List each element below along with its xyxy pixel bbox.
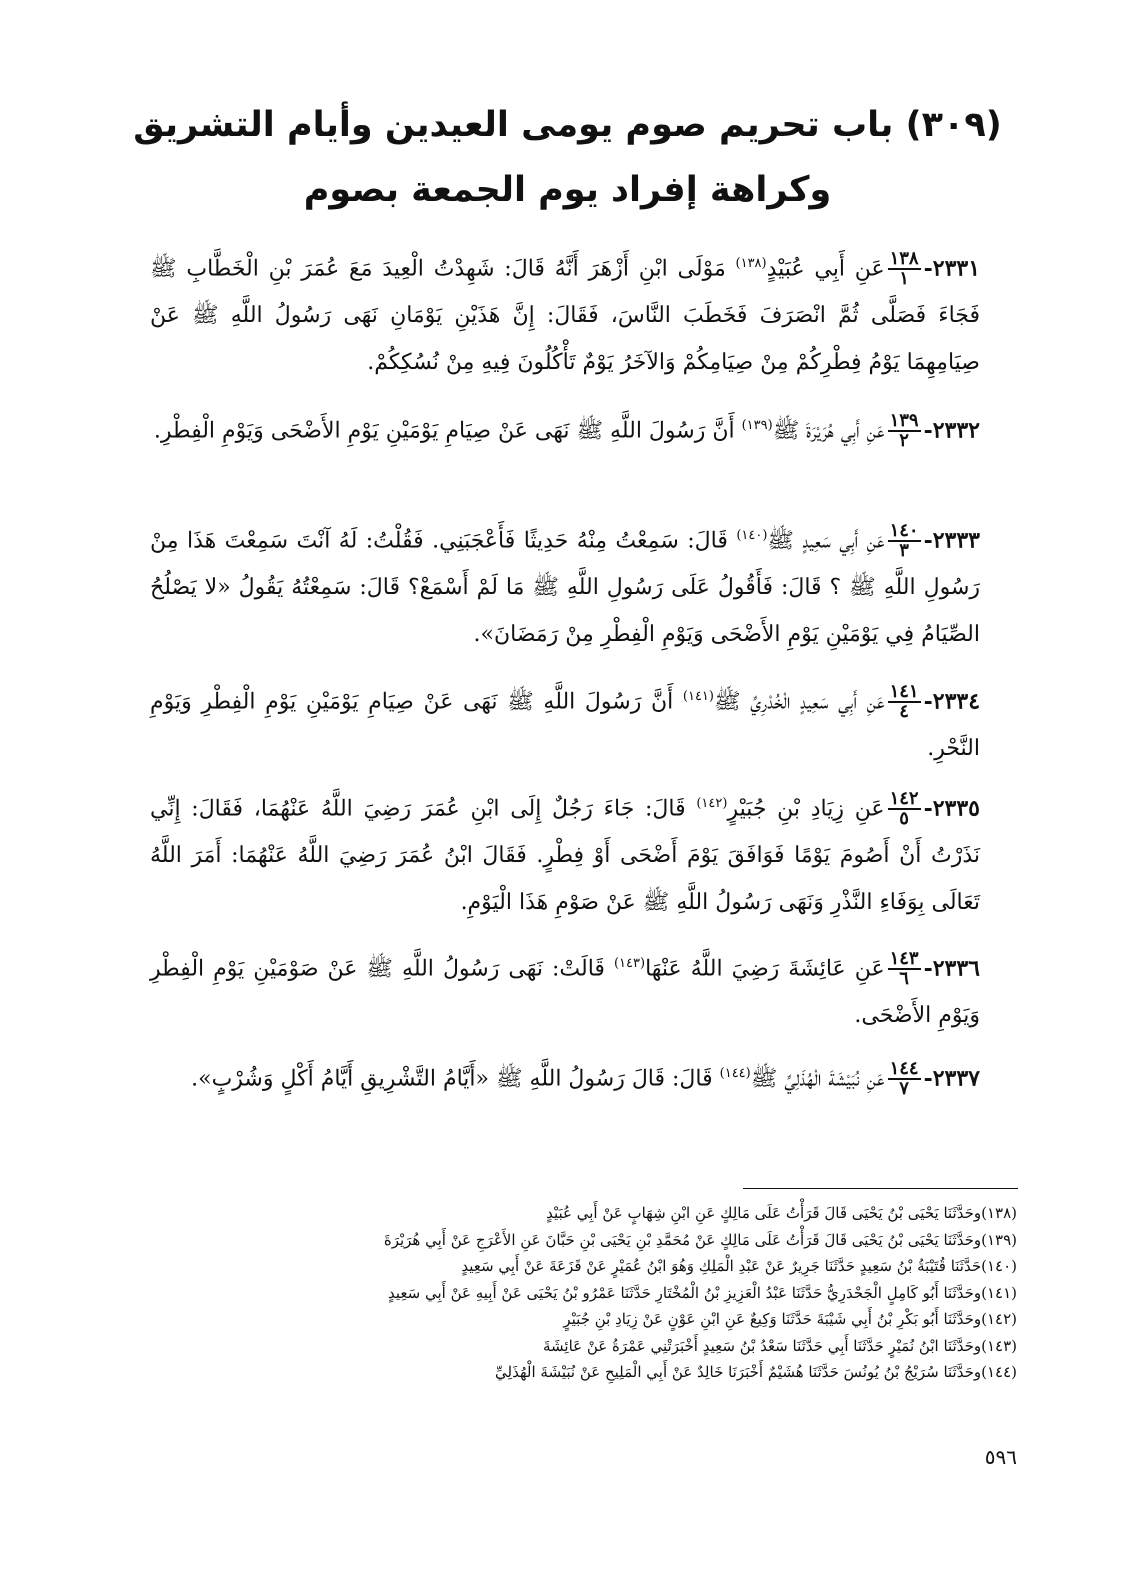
fraction-top: ١٤٢ — [889, 788, 919, 810]
hadith-number: ٢٣٣٤- — [923, 688, 981, 715]
hadith-text: قَالَتْ: نَهَى رَسُولُ اللَّهِ ﷺ عَنْ صَوْمَيْنِ يَوْمِ الْفِطْرِ وَيَوْمِ الأَضْحَى. — [150, 956, 980, 1029]
hadith-text: أَنَّ رَسُولَ اللَّهِ ﷺ نَهَى عَنْ صِيَامِ يَوْمَيْنِ يَوْمِ الأَضْحَى وَيَوْمِ الْفِطْرِ. — [153, 418, 742, 444]
hadith-narrator: عَنِ نُبَيْشَةَ الْهُذَلِيِّ ﷺ — [750, 1066, 885, 1092]
hadith-fraction — [888, 250, 921, 288]
footnote-line: (١٤٤)وحَدَّثَنَا سُرَيْجُ بْنُ يُونُسَ حَدَّثَنَا هُشَيْمٌ أَخْبَرَنَا خَالِدٌ عَنْ أَبِي الْمَلِيحِ عَنْ نُبَيْشَةَ الْهُذَلِيِّ — [495, 1363, 1017, 1381]
footnote-reference: (١٤٤) — [719, 1066, 751, 1081]
footnote-divider — [743, 1188, 1018, 1189]
hadith-paragraph — [150, 512, 980, 658]
fraction-top: ١٤٠ — [889, 520, 919, 542]
fraction-top: ١٤١ — [889, 681, 919, 703]
footnote-reference: (١٤٢) — [696, 796, 728, 811]
hadith-text: قَالَ: جَاءَ رَجُلٌ إِلَى ابْنِ عُمَرَ رَضِيَ اللَّهُ عَنْهُمَا، فَقَالَ: إِنِّي نَذَرْتُ أَنْ أَصُومَ يَوْمًا فَوَافَقَ يَوْمَ أَضْحَى أَوْ فِطْرٍ. فَقَالَ ابْنُ عُمَرَ رَضِيَ اللَّهُ عَنْهُمَا: أَمَرَ اللَّهُ تَعَالَى بِوَفَاءِ النَّذْرِ وَنَهَى رَسُولُ اللَّهِ ﷺ عَنْ صَوْمِ هَذَا الْيَوْمِ. — [150, 796, 980, 916]
hadith-fraction — [888, 412, 921, 450]
hadith-text: أَنَّ رَسُولَ اللَّهِ ﷺ نَهَى عَنْ صِيَامِ يَوْمَيْنِ يَوْمِ الْفِطْرِ وَيَوْمِ النَّحْرِ. — [150, 689, 980, 762]
hadith-number: ٢٣٣٢- — [923, 417, 980, 444]
footnote-line: (١٣٩)وحَدَّثَنَا يَحْيَى بْنُ يَحْيَى قَالَ قَرَأْتُ عَلَى مَالِكٍ عَنْ مُحَمَّدِ بْنِ يَحْيَى بْنِ حَبَّانَ عَنِ الأَعْرَجِ عَنْ أَبِي هُرَيْرَةَ — [383, 1230, 1017, 1249]
footnote-reference: (١٣٨) — [735, 256, 767, 271]
footnote-reference: (١٤٠) — [736, 528, 768, 543]
hadith-fraction — [888, 522, 921, 560]
footnote-line: (١٤١)وحَدَّثَنَا أَبُو كَامِلٍ الْجَحْدَرِيُّ حَدَّثَنَا عَبْدُ الْعَزِيزِ بْنُ الْمُخْتَارِ حَدَّثَنَا عَمْرُو بْنُ يَحْيَى عَنْ أَبِيهِ عَنْ أَبِي سَعِيدٍ — [388, 1283, 1017, 1302]
hadith-number: ٢٣٣٥- — [923, 795, 980, 822]
hadith-narrator: عَنِ أَبِي سَعِيدٍ ﷺ — [767, 528, 885, 554]
hadith-number: ٢٣٣١- — [923, 255, 981, 282]
hadith-paragraph — [150, 1050, 980, 1102]
fraction-bottom: ٦ — [899, 968, 909, 990]
hadith-narrator: عَنِ زِيَادِ بْنِ جُبَيْرٍ — [727, 796, 885, 822]
hadith-paragraph — [150, 673, 980, 772]
fraction-top: ١٣٩ — [889, 410, 919, 432]
footnote-reference: (١٤٣) — [613, 956, 646, 971]
hadith-text: مَوْلَى ابْنِ أَزْهَرَ أَنَّهُ قَالَ: شَهِدْتُ الْعِيدَ مَعَ عُمَرَ بْنِ الْخَطَّابِ ﷺ فَجَاءَ فَصَلَّى ثُمَّ انْصَرَفَ فَخَطَبَ النَّاسَ، فَقَالَ: إِنَّ هَذَيْنِ يَوْمَانِ نَهَى رَسُولُ اللَّهِ ﷺ عَنْ صِيَامِهِمَا يَوْمُ فِطْرِكُمْ مِنْ صِيَامِكُمْ وَالآخَرُ يَوْمٌ تَأْكُلُونَ فِيهِ مِنْ نُسُكِكُمْ. — [150, 256, 980, 376]
chapter-title-line-2: وكراهة إفراد يوم الجمعة بصوم — [303, 170, 832, 210]
hadith-paragraph — [150, 402, 980, 454]
hadith-narrator: عَنِ أَبِي هُرَيْرَةَ ﷺ — [772, 418, 885, 444]
fraction-bottom: ٤ — [899, 701, 909, 723]
hadith-narrator: عَنِ عَائِشَةَ رَضِيَ اللَّهُ عَنْهَا — [645, 956, 885, 982]
fraction-bottom: ٧ — [899, 1078, 909, 1100]
footnote-line: (١٣٨)وحَدَّثَنَا يَحْيَى بْنُ يَحْيَى قَالَ قَرَأْتُ عَلَى مَالِكٍ عَنِ ابْنِ شِهَابٍ عَنْ أَبِي عُبَيْدٍ — [546, 1204, 1017, 1222]
footnote-reference: (١٤١) — [682, 689, 714, 704]
hadith-paragraph — [150, 940, 980, 1039]
fraction-bottom: ٢ — [899, 430, 909, 452]
fraction-bottom: ٥ — [899, 808, 909, 830]
fraction-top: ١٣٨ — [889, 248, 919, 270]
footnote-line: (١٤٣)وحَدَّثَنَا ابْنُ نُمَيْرٍ حَدَّثَنَا أَبِي حَدَّثَنَا سَعْدُ بْنُ سَعِيدٍ أَخْبَرَتْنِي عَمْرَةُ عَنْ عَائِشَةَ — [542, 1336, 1017, 1355]
footnote-line: (١٤٠)حَدَّثَنَا قُتَيْبَةُ بْنُ سَعِيدٍ حَدَّثَنَا جَرِيرٌ عَنْ عَبْدِ الْمَلِكِ وَهُوَ ابْنُ عُمَيْرٍ عَنْ قَزَعَةَ عَنْ أَبِي سَعِيدٍ — [461, 1257, 1017, 1275]
hadith-fraction — [888, 790, 921, 828]
hadith-narrator: عَنِ أَبِي سَعِيدٍ الْخُدْرِيِّ ﷺ — [714, 689, 885, 715]
hadith-paragraph — [150, 780, 980, 926]
hadith-number: ٢٣٣٧- — [923, 1065, 980, 1092]
hadith-text: قَالَ: سَمِعْتُ مِنْهُ حَدِيثًا فَأَعْجَبَنِي. فَقُلْتُ: لَهُ آنْتَ سَمِعْتَ هَذَا مِنْ رَسُولِ اللَّهِ ﷺ ؟ قَالَ: فَأَقُولُ عَلَى رَسُولِ اللَّهِ ﷺ مَا لَمْ أَسْمَعْ؟ قَالَ: سَمِعْتُهُ يَقُولُ «لا يَصْلُحُ الصِّيَامُ فِي يَوْمَيْنِ يَوْمِ الأَضْحَى وَيَوْمِ الْفِطْرِ مِنْ رَمَضَانَ». — [150, 528, 980, 648]
hadith-number: ٢٣٣٦- — [923, 955, 980, 982]
fraction-bottom: ١ — [899, 268, 909, 290]
footnotes-section — [257, 1200, 1017, 1386]
page-number: ٥٩٦ — [984, 1445, 1017, 1469]
hadith-narrator: عَنِ أَبِي عُبَيْدٍ — [766, 256, 885, 282]
fraction-top: ١٤٤ — [889, 1058, 919, 1080]
footnote-line: (١٤٢)وحَدَّثَنَا أَبُو بَكْرِ بْنُ أَبِي شَيْبَةَ حَدَّثَنَا وَكِيعٌ عَنِ ابْنِ عَوْنٍ عَنْ زِيَادِ بْنِ جُبَيْرٍ — [563, 1310, 1017, 1328]
hadith-number: ٢٣٣٣- — [923, 527, 980, 554]
hadith-paragraph — [150, 240, 980, 386]
footnote-reference: (١٣٩) — [741, 418, 773, 433]
chapter-title-line-1: (٣٠٩) باب تحريم صوم يومى العيدين وأيام التشريق — [133, 105, 1002, 145]
hadith-fraction — [888, 683, 921, 721]
fraction-bottom: ٣ — [899, 540, 909, 562]
hadith-fraction — [888, 1060, 921, 1098]
fraction-top: ١٤٣ — [889, 948, 919, 970]
hadith-fraction — [888, 950, 921, 988]
hadith-text: قَالَ: قَالَ رَسُولُ اللَّهِ ﷺ «أَيَّامُ التَّشْرِيقِ أَيَّامُ أَكْلٍ وَشُرْبٍ». — [191, 1066, 720, 1092]
